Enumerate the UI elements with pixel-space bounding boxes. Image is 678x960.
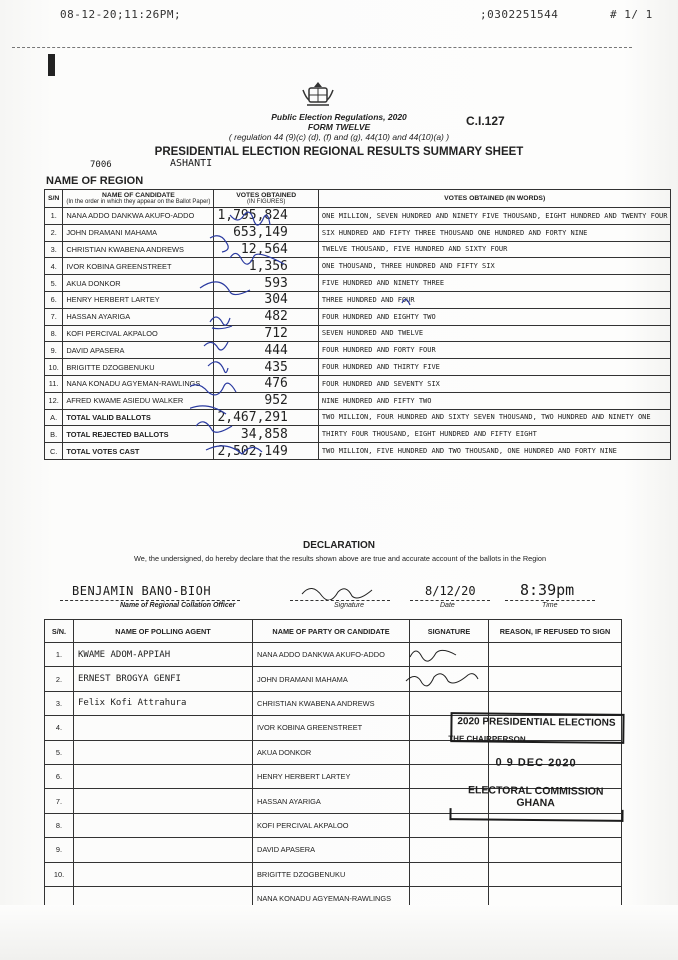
agent-name: ERNEST BROGYA GENFI — [74, 667, 253, 691]
row-votes-figures: 12,564 — [214, 241, 318, 258]
row-candidate-name: AFRED KWAME ASIEDU WALKER — [63, 392, 214, 409]
header-words: VOTES OBTAINED (IN WORDS) — [318, 190, 671, 208]
row-votes-words: THIRTY FOUR THOUSAND, EIGHT HUNDRED AND FIFTY EIGHT — [318, 426, 671, 443]
agent-name — [74, 716, 253, 740]
row-candidate-name: NANA KONADU AGYEMAN-RAWLINGS — [63, 375, 214, 392]
row-votes-words: NINE HUNDRED AND FIFTY TWO — [318, 392, 671, 409]
agents-header-row — [45, 620, 622, 643]
agent-name — [74, 764, 253, 788]
agent-row-sn: 3. — [45, 691, 74, 715]
agent-refusal-reason — [489, 862, 622, 886]
agent-row — [45, 667, 622, 691]
agent-party: CHRISTIAN KWABENA ANDREWS — [253, 691, 410, 715]
row-votes-figures: 2,467,291 — [214, 409, 318, 426]
row-votes-figures: 1,356 — [214, 258, 318, 275]
fax-artifact-mark — [48, 54, 55, 76]
row-candidate-name: TOTAL VOTES CAST — [63, 443, 214, 460]
row-sn: 3. — [45, 241, 63, 258]
row-candidate-name: CHRISTIAN KWABENA ANDREWS — [63, 241, 214, 258]
agent-name: KWAME ADOM-APPIAH — [74, 643, 253, 667]
agent-party: HENRY HERBERT LARTEY — [253, 764, 410, 788]
agent-party: AKUA DONKOR — [253, 740, 410, 764]
row-votes-words: FOUR HUNDRED AND FORTY FOUR — [318, 342, 671, 359]
row-votes-words: TWELVE THOUSAND, FIVE HUNDRED AND SIXTY FOUR — [318, 241, 671, 258]
agent-row-sn: 4. — [45, 716, 74, 740]
agents-header-signature: SIGNATURE — [410, 620, 489, 643]
coat-of-arms-icon — [301, 80, 335, 108]
row-sn: 5. — [45, 275, 63, 292]
row-sn: 11. — [45, 375, 63, 392]
agent-name: Felix Kofi Attrahura — [74, 691, 253, 715]
agent-party: NANA KONADU AGYEMAN-RAWLINGS — [253, 886, 410, 910]
agent-refusal-reason — [489, 643, 622, 667]
header-figures-sub: (IN FIGURES) — [246, 199, 286, 205]
row-votes-figures: 304 — [214, 291, 318, 308]
row-votes-figures: 2,502,149 — [214, 443, 318, 460]
agent-party: NANA ADDO DANKWA AKUFO-ADDO — [253, 643, 410, 667]
results-header-row — [45, 190, 671, 208]
row-votes-words: TWO MILLION, FIVE HUNDRED AND TWO THOUSAND, ONE HUNDRED AND FORTY NINE — [318, 443, 671, 460]
row-sn: 8. — [45, 325, 63, 342]
row-votes-figures: 482 — [214, 308, 318, 325]
stamp-date: 0 9 DEC 2020 — [495, 756, 577, 770]
agent-refusal-reason — [489, 667, 622, 691]
row-votes-figures: 952 — [214, 392, 318, 409]
candidate-signatures-icon — [190, 210, 420, 460]
row-votes-figures: 653,149 — [214, 224, 318, 241]
row-votes-words: FOUR HUNDRED AND EIGHTY TWO — [318, 308, 671, 325]
date-line — [410, 600, 490, 601]
agent-signature — [410, 838, 489, 862]
electoral-commission-stamp — [449, 712, 622, 824]
row-votes-words: THREE HUNDRED AND FOUR — [318, 291, 671, 308]
agent-name — [74, 740, 253, 764]
row-votes-figures: 444 — [214, 342, 318, 359]
agent-party: BRIGITTE DZOGBENUKU — [253, 862, 410, 886]
region-code: 7006 — [90, 160, 112, 170]
row-candidate-name: HENRY HERBERT LARTEY — [63, 291, 214, 308]
page-bottom-margin — [0, 905, 678, 960]
officer-name: BENJAMIN BANO-BIOH — [72, 584, 212, 598]
row-votes-figures: 1,795,824 — [214, 208, 318, 225]
row-sn: 10. — [45, 359, 63, 376]
declaration-text: We, the undersigned, do hereby declare that the results shown above are true and accurate account of the ballots in the Region — [134, 554, 546, 563]
row-candidate-name: DAVID APASERA — [63, 342, 214, 359]
agent-row-sn: 7. — [45, 789, 74, 813]
row-sn: 1. — [45, 208, 63, 225]
row-candidate-name: NANA ADDO DANKWA AKUFO-ADDO — [63, 208, 214, 225]
officer-signature-icon — [300, 580, 380, 600]
stamp-line-3: ELECTORAL COMMISSION — [467, 784, 604, 798]
row-votes-words: SIX HUNDRED AND FIFTY THREE THOUSAND ONE HUNDRED AND FORTY NINE — [318, 224, 671, 241]
agent-party: JOHN DRAMANI MAHAMA — [253, 667, 410, 691]
agent-party: IVOR KOBINA GREENSTREET — [253, 716, 410, 740]
form-number: FORM TWELVE — [307, 122, 371, 132]
row-candidate-name: AKUA DONKOR — [63, 275, 214, 292]
row-candidate-name: TOTAL VALID BALLOTS — [63, 409, 214, 426]
signature-label: Signature — [334, 602, 364, 609]
stamp-line-2: THE CHAIRPERSON — [448, 734, 526, 744]
row-votes-words: FOUR HUNDRED AND THIRTY FIVE — [318, 359, 671, 376]
row-candidate-name: IVOR KOBINA GREENSTREET — [63, 258, 214, 275]
agent-name — [74, 813, 253, 837]
row-votes-words: ONE MILLION, SEVEN HUNDRED AND NINETY FIVE THOUSAND, EIGHT HUNDRED AND TWENTY FOUR — [318, 208, 671, 225]
row-sn: A. — [45, 409, 63, 426]
row-votes-figures: 476 — [214, 375, 318, 392]
page-title: PRESIDENTIAL ELECTION REGIONAL RESULTS SUMMARY SHEET — [154, 146, 524, 158]
fax-number: ;0302251544 — [480, 8, 559, 21]
agent-row-sn: 1. — [45, 643, 74, 667]
row-candidate-name: HASSAN AYARIGA — [63, 308, 214, 325]
agent-refusal-reason — [489, 838, 622, 862]
row-sn: 6. — [45, 291, 63, 308]
row-votes-words: TWO MILLION, FOUR HUNDRED AND SIXTY SEVEN THOUSAND, TWO HUNDRED AND NINETY ONE — [318, 409, 671, 426]
stamp-line-1: 2020 PRESIDENTIAL ELECTIONS — [457, 716, 616, 729]
row-sn: B. — [45, 426, 63, 443]
agent-row-sn: 9. — [45, 838, 74, 862]
officer-label: Name of Regional Collation Officer — [120, 602, 236, 609]
agent-row — [45, 643, 622, 667]
header-figures-label: VOTES OBTAINED — [236, 192, 297, 199]
agent-name — [74, 789, 253, 813]
header-candidate-sub: (In the order in which they appear on the Ballot Paper) — [66, 199, 211, 205]
agent-row-sn: 2. — [45, 667, 74, 691]
agent-party: DAVID APASERA — [253, 838, 410, 862]
agent-party: HASSAN AYARIGA — [253, 789, 410, 813]
row-sn: 2. — [45, 224, 63, 241]
row-votes-words: FIVE HUNDRED AND NINETY THREE — [318, 275, 671, 292]
row-candidate-name: KOFI PERCIVAL AKPALOO — [63, 325, 214, 342]
agents-header-agent: NAME OF POLLING AGENT — [74, 620, 253, 643]
agent-party: KOFI PERCIVAL AKPALOO — [253, 813, 410, 837]
row-sn: 9. — [45, 342, 63, 359]
date-label: Date — [440, 602, 455, 609]
stamp-bottom-box — [449, 808, 623, 822]
agents-header-sn: S/N. — [45, 620, 74, 643]
time-label: Time — [542, 602, 558, 609]
agents-header-party: NAME OF PARTY OR CANDIDATE — [253, 620, 410, 643]
row-candidate-name: BRIGITTE DZOGBENUKU — [63, 359, 214, 376]
agent-name — [74, 862, 253, 886]
declaration-title: DECLARATION — [302, 540, 376, 551]
agent-row-sn: 5. — [45, 740, 74, 764]
officer-name-line — [60, 600, 240, 601]
agent-signature — [410, 862, 489, 886]
stamp-line-4: GHANA — [516, 796, 555, 810]
row-votes-words: ONE THOUSAND, THREE HUNDRED AND FIFTY SIX — [318, 258, 671, 275]
row-sn: C. — [45, 443, 63, 460]
region-label: NAME OF REGION — [46, 175, 144, 187]
fax-datetime: 08-12-20;11:26PM; — [60, 8, 182, 21]
agent-row-sn: 10. — [45, 862, 74, 886]
row-votes-words: FOUR HUNDRED AND SEVENTY SIX — [318, 375, 671, 392]
time-line — [505, 600, 595, 601]
agent-name — [74, 838, 253, 862]
row-sn: 12. — [45, 392, 63, 409]
signature-line — [290, 600, 390, 601]
agents-header-reason: REASON, IF REFUSED TO SIGN — [489, 620, 622, 643]
fax-page: # 1/ 1 — [610, 8, 653, 21]
fax-artifact-line — [12, 47, 632, 49]
agent-row-sn: 8. — [45, 813, 74, 837]
time-value: 8:39pm — [520, 581, 575, 599]
row-candidate-name: TOTAL REJECTED BALLOTS — [63, 426, 214, 443]
header-candidate-label: NAME OF CANDIDATE — [102, 192, 175, 199]
agent-row-sn: 6. — [45, 764, 74, 788]
row-sn: 4. — [45, 258, 63, 275]
row-votes-figures: 34,858 — [214, 426, 318, 443]
region-value: ASHANTI — [170, 158, 213, 169]
row-votes-figures: 435 — [214, 359, 318, 376]
agent-row — [45, 862, 622, 886]
date-value: 8/12/20 — [425, 584, 476, 598]
ci-number: C.I.127 — [466, 114, 505, 128]
header-figures — [214, 190, 318, 208]
header-sn: S/N — [45, 190, 63, 208]
row-candidate-name: JOHN DRAMANI MAHAMA — [63, 224, 214, 241]
regulations-title: Public Election Regulations, 2020 — [271, 112, 407, 122]
agent-row — [45, 838, 622, 862]
header-candidate — [63, 190, 214, 208]
row-votes-words: SEVEN HUNDRED AND TWELVE — [318, 325, 671, 342]
agent-signatures-icon — [400, 645, 500, 695]
row-sn: 7. — [45, 308, 63, 325]
row-votes-figures: 712 — [214, 325, 318, 342]
regulation-refs: ( regulation 44 (9)(c) (d), (f) and (g), 44(10) and 44(10)(a) ) — [228, 132, 450, 142]
row-votes-figures: 593 — [214, 275, 318, 292]
